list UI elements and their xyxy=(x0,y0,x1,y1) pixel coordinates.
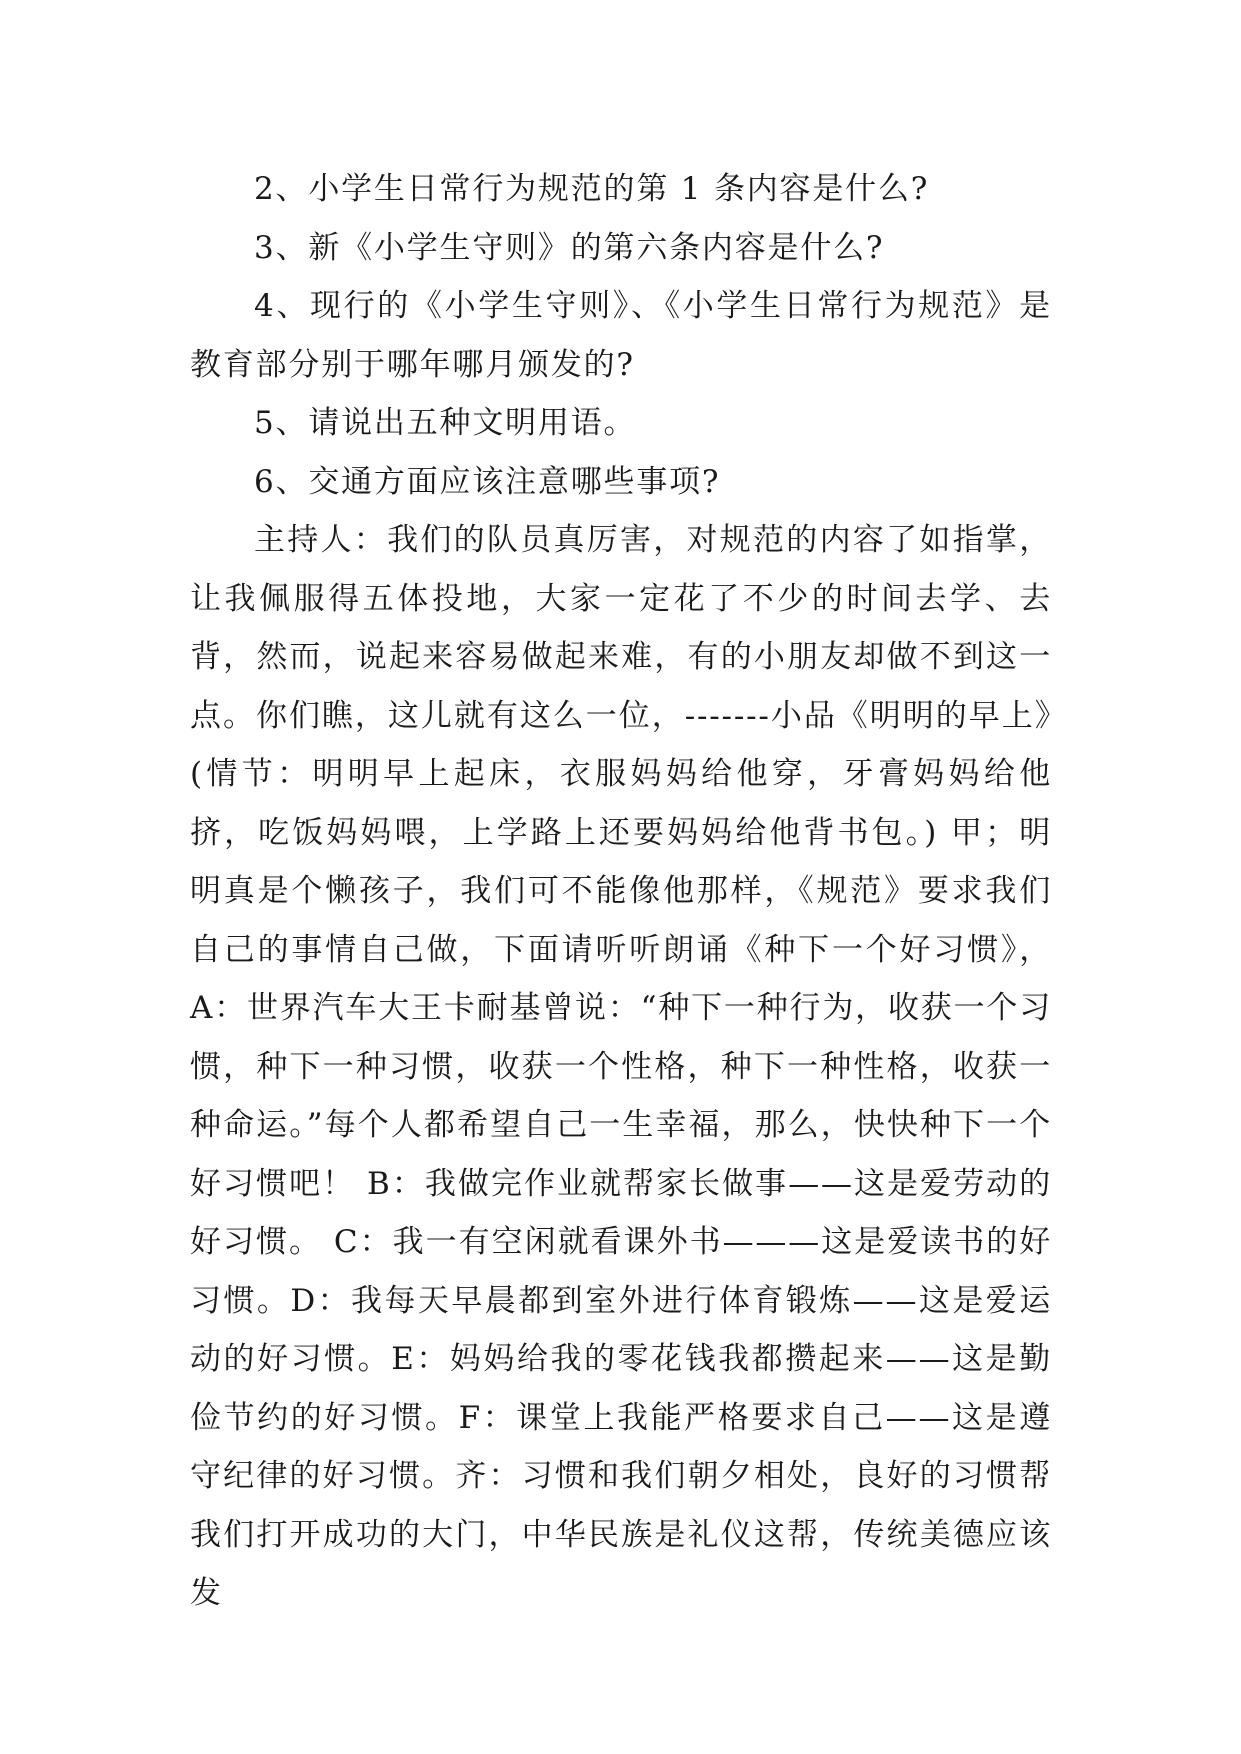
paragraph-host-speech: 主持人：我们的队员真厉害，对规范的内容了如指掌，让我佩服得五体投地，大家一定花了不少的时间去学、去背，然而，说起来容易做起来难，有的小朋友却做不到这一点。你们瞧，这儿就有这么一位，-------小品《明明的早上》(情节：明明早上起床，衣服妈妈给他穿，牙膏妈妈给他挤，吃饭妈妈喂，上学路上还要妈妈给他背书包。) 甲；明明真是个懒孩子，我们可不能像他那样，《规范》要求我们自己的事情自己做，下面请听听朗诵《种下一个好习惯》，A：世界汽车大王卡耐基曾说：“种下一种行为，收获一个习惯，种下一种习惯，收获一个性格，种下一种性格，收获一种命运。”每个人都希望自己一生幸福，那么，快快种下一个好习惯吧！ B：我做完作业就帮家长做事——这是爱劳动的好习惯。 C：我一有空闲就看课外书———这是爱读书的好习惯。D：我每天早晨都到室外进行体育锻炼——这是爱运动的好习惯。E：妈妈给我的零花钱我都攒起来——这是勤俭节约的好习惯。F：课堂上我能严格要求自己——这是遵守纪律的好习惯。齐：习惯和我们朝夕相处，良好的习惯帮我们打开成功的大门，中华民族是礼仪这帮，传统美德应该发 xyxy=(190,522,1052,1611)
document-body xyxy=(190,160,1052,1623)
paragraph-question-6: 6、交通方面应该注意哪些事项? xyxy=(254,463,721,500)
paragraph-question-4: 4、现行的《小学生守则》、《小学生日常行为规范》是教育部分别于哪年哪月颁发的? xyxy=(190,288,1052,383)
paragraph-question-3: 3、新《小学生守则》的第六条内容是什么? xyxy=(254,229,885,266)
paragraph-question-2: 2、小学生日常行为规范的第 1 条内容是什么? xyxy=(254,171,930,207)
paragraph-question-5: 5、请说出五种文明用语。 xyxy=(254,405,637,441)
